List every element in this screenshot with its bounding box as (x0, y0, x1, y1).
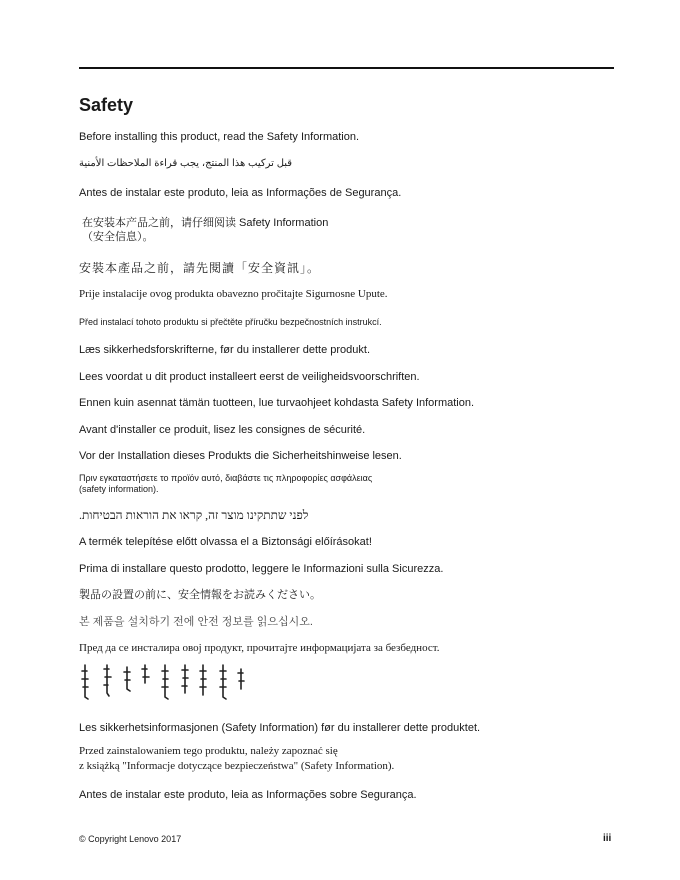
safety-line-german: Vor der Installation dieses Produkts die Sicherheitshinweise lesen. (79, 450, 402, 462)
safety-line-hebrew: לפני שתתקינו מוצר זה, קראו את הוראות הבטיחות. (79, 508, 309, 522)
safety-line-polish-cont: z książką "Informacje dotyczące bezpieczeństwa" (Safety Information). (79, 760, 395, 772)
safety-line-italian: Prima di installare questo prodotto, leggere le Informazioni sulla Sicurezza. (79, 563, 444, 575)
page-number: iii (603, 833, 612, 844)
safety-line-danish: Læs sikkerhedsforskrifterne, før du installerer dette produkt. (79, 344, 371, 356)
mongolian-script-graphic (79, 663, 259, 701)
safety-line-greek: Πριν εγκαταστήσετε το προϊόν αυτό, διαβάστε τις πληροφορίες ασφάλειας (79, 473, 373, 483)
safety-line-english: Before installing this product, read the Safety Information. (79, 131, 360, 143)
safety-line-hungarian: A termék telepítése előtt olvassa el a Biztonsági előírásokat! (79, 536, 372, 548)
safety-line-macedonian: Пред да се инсталира овој продукт, прочитајте информацијата за безбедност. (79, 642, 440, 654)
safety-line-chinese-simplified-cont: （安全信息）。 (82, 231, 154, 243)
safety-line-dutch: Lees voordat u dit product installeert eerst de veiligheidsvoorschriften. (79, 371, 420, 383)
safety-line-croatian: Prije instalacije ovog produkta obavezno pročitajte Sigurnosne Upute. (79, 288, 388, 300)
safety-line-polish: Przed zainstalowaniem tego produktu, należy zapoznać się (79, 745, 338, 757)
safety-line-japanese: 製品の設置の前に、安全情報をお読みください。 (79, 589, 321, 601)
safety-line-portuguese-br: Antes de instalar este produto, leia as Informações de Segurança. (79, 187, 402, 199)
safety-line-chinese-simplified: 在安装本产品之前，请仔细阅读 Safety Information (82, 217, 329, 229)
safety-line-chinese-traditional: 安裝本產品之前，請先閱讀「安全資訊」。 (79, 261, 321, 275)
safety-line-portuguese-pt: Antes de instalar este produto, leia as Informações sobre Segurança. (79, 789, 417, 801)
safety-line-greek-cont: (safety information). (79, 484, 159, 494)
safety-line-norwegian: Les sikkerhetsinformasjonen (Safety Information) før du installerer dette produktet. (79, 722, 481, 734)
footer-copyright: © Copyright Lenovo 2017 (79, 834, 182, 844)
safety-line-french: Avant d'installer ce produit, lisez les consignes de sécurité. (79, 424, 366, 436)
safety-line-finnish: Ennen kuin asennat tämän tuotteen, lue turvaohjeet kohdasta Safety Information. (79, 397, 475, 409)
safety-line-arabic: قبل تركيب هذا المنتج، يجب قراءة الملاحظات الأمنية (79, 158, 293, 169)
safety-line-korean: 본 제품을 설치하기 전에 안전 정보를 읽으십시오. (79, 616, 313, 628)
top-rule (79, 67, 614, 69)
page-title: Safety (79, 95, 134, 115)
safety-line-czech: Před instalací tohoto produktu si přečtěte příručku bezpečnostních instrukcí. (79, 317, 382, 327)
